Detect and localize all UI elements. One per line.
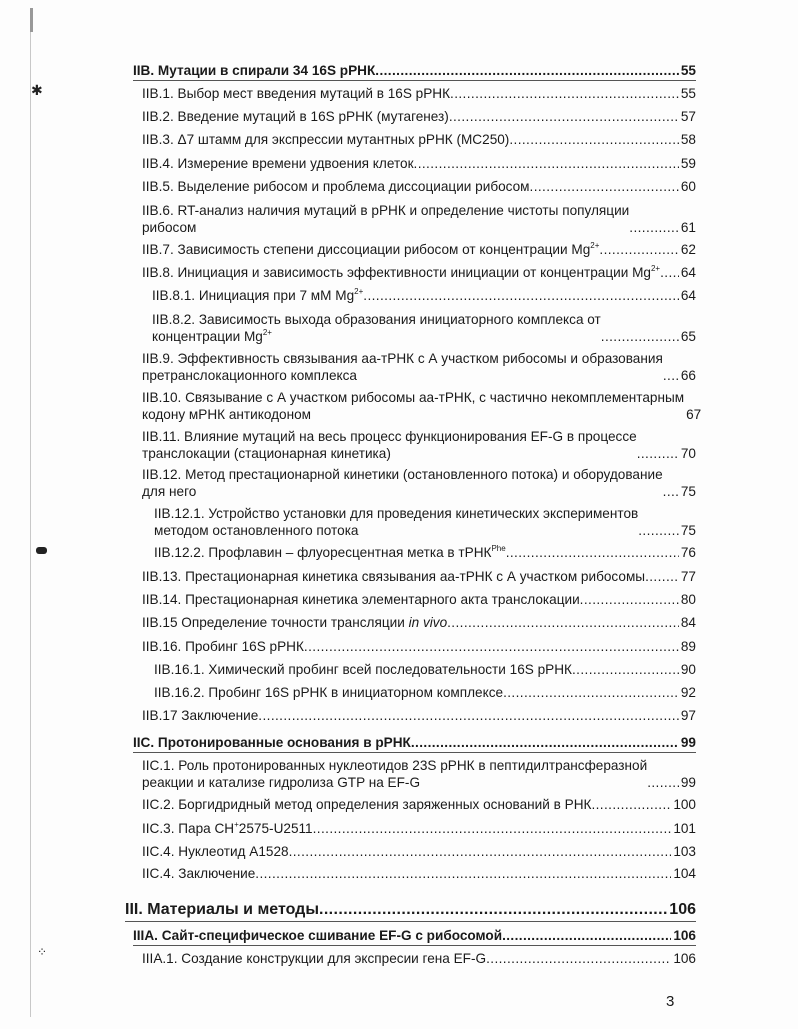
toc-page-number: 101 (673, 821, 696, 836)
superscript: 2+ (262, 328, 272, 337)
toc-entry[interactable] (125, 900, 696, 920)
toc-leader (313, 820, 672, 837)
toc-entry-title: IIB.11. Влияние мутаций на весь процесс функционирования EF-G в процессе транслокации (стационарная кинетика) (142, 429, 637, 461)
toc-entry-title: IIB.5. Выделение рибосом и проблема диссоциации рибосом (142, 179, 530, 194)
toc-page-number: 84 (680, 615, 696, 630)
toc-page-number: 90 (680, 662, 696, 677)
toc-entry[interactable] (154, 684, 696, 701)
scan-edge-line (30, 12, 31, 1017)
toc-entry-title: IIB.12.1. Устройство установки для проведения кинетических экспериментов методом остановленного потока (154, 506, 639, 538)
toc-entry[interactable] (142, 466, 696, 500)
toc-leader (414, 155, 679, 172)
toc-leader (506, 544, 679, 561)
toc-entry[interactable] (142, 638, 696, 655)
toc-entry-title: IIB.17 Заключение (142, 708, 259, 723)
toc-entry[interactable] (142, 568, 696, 585)
toc-page-number: 55 (680, 63, 696, 78)
toc-page-number: 57 (680, 109, 696, 124)
italic-term: in vivo (408, 615, 448, 630)
toc-entry-title: IIB.16. Пробинг 16S рРНК (142, 639, 304, 654)
toc-entry-title: IIB.2. Введение мутаций в 16S рРНК (мутагенез) (142, 109, 449, 124)
toc-entry[interactable] (142, 202, 696, 236)
toc-leader (572, 661, 679, 678)
toc-page-number: 64 (680, 265, 696, 280)
toc-entry-title: IIB.1. Выбор мест введения мутаций в 16S рРНК (142, 86, 451, 101)
toc-leader (599, 241, 678, 258)
toc-entry-title: IIB.13. Престационарная кинетика связывания аа-тРНК с А участком рибосомы (142, 569, 646, 584)
toc-leader (363, 287, 679, 304)
toc-entry-title: IIB.12.2. Профлавин – флуоресцентная метка в тРНК$^{Phe}$ (154, 544, 506, 560)
toc-page-number: 99 (680, 775, 696, 790)
toc-entry[interactable] (142, 108, 696, 125)
toc-page-number: 67 (686, 407, 702, 422)
toc-entry-title: IIB.6. RT-анализ наличия мутаций в рРНК и определение чистоты популяции рибосом (142, 203, 630, 235)
toc-entry[interactable] (142, 178, 696, 195)
toc-leader (663, 367, 679, 384)
toc-entry[interactable] (142, 264, 696, 281)
toc-leader (591, 796, 671, 813)
scan-speck: ✱ (31, 82, 43, 98)
toc-leader (580, 591, 679, 608)
toc-leader (503, 684, 679, 701)
toc-entry-title: IIB. Мутации в спирали 34 16S рРНК (133, 63, 376, 78)
toc-page-number: 106 (673, 928, 696, 943)
toc-entry[interactable] (142, 614, 696, 631)
toc-entry-title: IIB.8. Инициация и зависимость эффективности инициации от концентрации $Mg^{2+}$ (142, 264, 661, 280)
toc-page-number: 58 (680, 132, 696, 147)
toc-page-number: 75 (680, 523, 696, 538)
toc-entry-title: IIB.9. Эффективность связывания аа-тРНК с А участком рибосомы и образования претранслокационного комплекса (142, 351, 663, 383)
toc-entry-title: IIIA. Сайт-специфическое сшивание EF-G с рибосомой (133, 928, 503, 943)
toc-page-number: 62 (680, 242, 696, 257)
toc-entry[interactable] (142, 428, 696, 462)
toc-page-number: 100 (673, 797, 696, 812)
toc-entry-title: IIB.7. Зависимость степени диссоциации рибосом от концентрации $Mg^{2+}$ (142, 241, 600, 257)
toc-entry[interactable] (142, 241, 696, 258)
toc-entry-title: IIC.1. Роль протонированных нуклеотидов 23S рРНК в пептидилтрансферазной реакции и катализе гидролиза GTP на EF-G (142, 758, 648, 790)
toc-entry[interactable] (154, 661, 696, 678)
toc-leader (447, 614, 679, 631)
toc-leader (601, 328, 679, 345)
toc-leader (530, 178, 679, 195)
toc-entry-title: IIB.16.2. Пробинг 16S рРНК в инициаторном комплексе (154, 685, 504, 700)
toc-leader (645, 568, 679, 585)
toc-page-number: 104 (673, 866, 696, 881)
superscript: 2+ (354, 287, 364, 296)
toc-leader (629, 219, 679, 236)
toc-entry[interactable] (142, 865, 696, 882)
toc-entry[interactable] (133, 927, 696, 944)
toc-entry-title: III. Материалы и методы (125, 901, 319, 918)
toc-leader (449, 108, 679, 125)
toc-page-number: 106 (669, 901, 696, 918)
toc-entry[interactable] (152, 311, 696, 345)
toc-entry-title: IIC.4. Заключение (142, 866, 256, 881)
toc-leader (258, 707, 679, 724)
toc-entry-title: IIB.8.1. Инициация при 7 мМ $Mg^{2+}$ (152, 287, 364, 303)
toc-entry[interactable] (142, 389, 702, 423)
toc-entry[interactable] (133, 734, 696, 751)
toc-entry-title: IIB.14. Престационарная кинетика элементарного акта транслокации (142, 592, 580, 607)
toc-page-number: 60 (680, 179, 696, 194)
toc-entry-title: IIC.2. Боргидридный метод определения заряженных оснований в РНК (142, 797, 592, 812)
scan-edge-mark (30, 8, 33, 32)
toc-entry[interactable] (142, 155, 696, 172)
superscript: 2+ (650, 264, 661, 273)
toc-page-number: 99 (680, 735, 696, 750)
toc-entry-title: IIC.3. Пара CH+2575-U2511 (142, 820, 313, 836)
toc-page-number: 70 (680, 446, 696, 461)
section-divider (133, 752, 696, 753)
toc-leader (255, 865, 671, 882)
toc-entry[interactable] (154, 544, 696, 561)
toc-leader (638, 522, 679, 539)
toc-page-number: 106 (673, 951, 696, 966)
toc-leader (660, 264, 679, 281)
toc-entry[interactable] (142, 591, 696, 608)
toc-entry[interactable] (142, 820, 696, 837)
toc-entry-title: IIB.16.1. Химический пробинг всей последовательности 16S рРНК (154, 662, 572, 677)
toc-entry-title: IIC.4. Нуклеотид A1528 (142, 844, 289, 859)
toc-page-number: 77 (680, 569, 696, 584)
toc-entry-title: IIC. Протонированные основания в рРНК (133, 735, 411, 750)
toc-page-number: 66 (680, 368, 696, 383)
toc-entry[interactable] (142, 350, 696, 384)
toc-leader (502, 927, 671, 944)
superscript: + (234, 820, 239, 829)
toc-leader (319, 900, 667, 920)
superscript: Phe (491, 544, 506, 553)
scan-speck: ⁘ (37, 945, 48, 959)
toc-leader (509, 131, 679, 148)
toc-page-number: 76 (680, 545, 696, 560)
toc-entry-title: IIIA.1. Создание конструкции для экспресии гена EF-G (142, 951, 487, 966)
toc-entry[interactable] (142, 796, 696, 813)
toc-page-number: 61 (680, 220, 696, 235)
toc-leader (375, 62, 679, 79)
toc-entry-title: IIB.3. Δ7 штамм для экспрессии мутантных рРНК (MC250) (142, 132, 510, 147)
toc-page-number: 75 (680, 484, 696, 499)
toc-entry-title: IIB.4. Измерение времени удвоения клеток (142, 156, 414, 171)
toc-page-number: 80 (680, 592, 696, 607)
toc-page-number: 65 (680, 329, 696, 344)
toc-entry[interactable] (133, 62, 696, 79)
toc-leader (450, 85, 679, 102)
toc-page-number: 103 (673, 844, 696, 859)
superscript: 2+ (590, 241, 600, 250)
toc-entry[interactable] (142, 131, 696, 148)
toc-page-number: 92 (680, 685, 696, 700)
toc-entry-title: IIB.12. Метод престационарной кинетики (остановленного потока) и оборудование для него (142, 467, 663, 499)
toc-entry[interactable] (152, 287, 696, 304)
toc-entry[interactable] (142, 707, 696, 724)
toc-leader (647, 774, 679, 791)
toc-leader (304, 638, 679, 655)
toc-page-number: 97 (680, 708, 696, 723)
toc-entry-title: IIB.8.2. Зависимость выхода образования инициаторного комплекса от концентрации $Mg^{2+}$ (152, 312, 601, 344)
toc-leader (486, 950, 671, 967)
toc-leader (411, 734, 679, 751)
toc-entry[interactable] (142, 757, 696, 791)
scan-speck (36, 547, 47, 554)
toc-entry[interactable] (142, 843, 696, 860)
toc-entry[interactable] (142, 950, 696, 967)
toc-entry-title: IIB.15 Определение точности трансляции in vivo (142, 615, 448, 630)
toc-leader (637, 445, 679, 462)
toc-entry[interactable] (142, 85, 696, 102)
section-divider (133, 945, 696, 946)
toc-page-number: 89 (680, 639, 696, 654)
toc-page-number: 59 (680, 156, 696, 171)
section-divider (125, 921, 696, 922)
page-number: 3 (666, 993, 675, 1010)
toc-entry-title: IIB.10. Связывание с А участком рибосомы аа-тРНК, с частично некомплементарным кодону мРНК антикодоном (142, 390, 685, 422)
toc-leader (663, 483, 679, 500)
section-divider (133, 80, 696, 81)
toc-page-number: 55 (680, 86, 696, 101)
toc-entry[interactable] (154, 505, 696, 539)
toc-leader (289, 843, 672, 860)
toc-page-number: 64 (680, 288, 696, 303)
